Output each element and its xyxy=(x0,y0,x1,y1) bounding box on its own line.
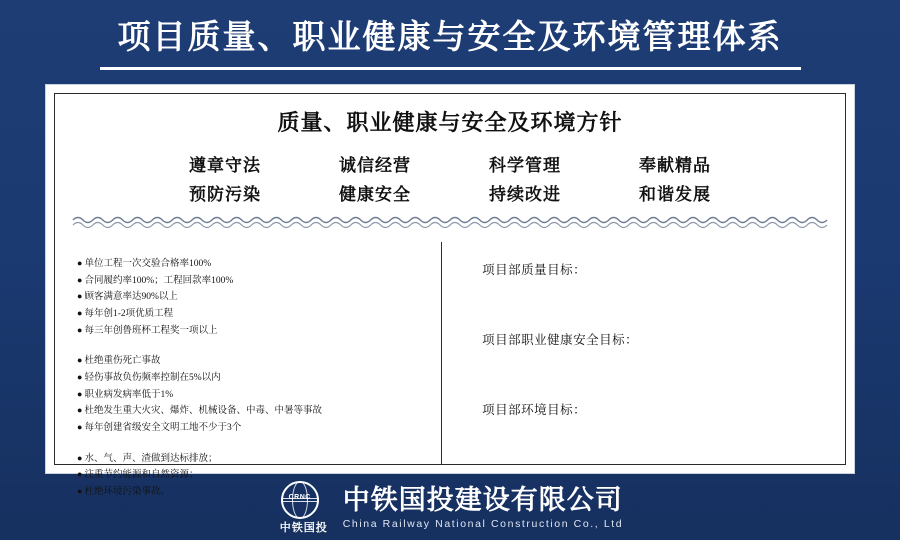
list-item: ● 注重节约能源和自然资源； xyxy=(77,469,199,481)
policy-title: 质量、职业健康与安全及环境方针 xyxy=(277,110,623,135)
bullet-icon: ● xyxy=(77,324,83,335)
goal-safety-label: 项目部职业健康安全目标： xyxy=(482,333,639,347)
list-item: ● 合同履约率100%；工程回款率100% xyxy=(77,274,234,286)
wave-divider xyxy=(73,215,827,229)
slogan-item: 科学管理 xyxy=(489,156,561,175)
bullet-icon: ● xyxy=(77,469,83,480)
goal-quality-label: 项目部质量目标： xyxy=(482,263,587,277)
list-item: ● 每年创1-2项优质工程 xyxy=(77,308,174,320)
page-title-text: 项目质量、职业健康与安全及环境管理体系 xyxy=(100,16,801,70)
company-name-block xyxy=(343,486,624,531)
logo-cn-label: 中铁国投 xyxy=(279,522,328,534)
company-name-en: China Railway National Construction Co., Ltd xyxy=(342,518,624,531)
list-item: ● 轻伤事故负伤频率控制在5%以内 xyxy=(77,372,221,384)
company-name-cn: 中铁国投建设有限公司 xyxy=(342,484,623,515)
bullet-icon: ● xyxy=(77,452,83,463)
list-item: ● 单位工程一次交验合格率100% xyxy=(77,258,212,269)
quality-indicators-group xyxy=(77,256,431,339)
list-item: ● 杜绝发生重大火灾、爆炸、机械设备、中毒、中暑等事故 xyxy=(77,405,322,417)
list-item: ● 职业病发病率低于1% xyxy=(77,388,174,400)
slogan-item: 奉献精品 xyxy=(639,156,711,175)
slogan-item: 持续改进 xyxy=(489,185,561,204)
list-item: ● 水、气、声、渣做到达标排放； xyxy=(77,452,218,464)
goals-column xyxy=(442,242,845,464)
bullet-icon: ● xyxy=(77,388,83,399)
goal-environment-label: 项目部环境目标： xyxy=(482,403,587,417)
list-item: ● 每三年创鲁班杯工程奖一项以上 xyxy=(77,324,218,336)
page-title xyxy=(0,16,900,70)
bullet-icon: ● xyxy=(77,422,83,433)
bullet-icon: ● xyxy=(77,355,83,366)
logo-abbr: CRNC xyxy=(288,494,311,501)
safety-indicators-group xyxy=(77,353,431,436)
list-item: ● 杜绝重伤死亡事故 xyxy=(77,355,161,367)
slogan-item: 诚信经营 xyxy=(339,156,411,175)
globe-icon xyxy=(281,481,319,519)
bullet-icon: ● xyxy=(77,274,83,285)
list-item: ● 顾客满意率达90%以上 xyxy=(77,291,178,303)
slogan-item: 健康安全 xyxy=(339,185,411,204)
bullet-icon: ● xyxy=(77,258,83,268)
bullet-icon: ● xyxy=(77,405,83,416)
wave-divider-icon xyxy=(73,215,827,229)
footer-branding xyxy=(0,476,900,540)
slogan-item: 遵章守法 xyxy=(189,156,261,175)
slogan-item: 和谐发展 xyxy=(639,185,711,204)
bullet-icon: ● xyxy=(77,486,83,497)
bullet-icon: ● xyxy=(77,372,83,383)
list-item: ● 杜绝环境污染事故。 xyxy=(77,486,170,498)
slogan-item: 预防污染 xyxy=(189,185,261,204)
company-logo xyxy=(277,481,331,535)
bullet-icon: ● xyxy=(77,308,83,319)
list-item: ● 每年创建省级安全文明工地不少于3个 xyxy=(77,422,242,434)
bullet-icon: ● xyxy=(77,291,83,302)
slogan-grid xyxy=(150,151,750,205)
